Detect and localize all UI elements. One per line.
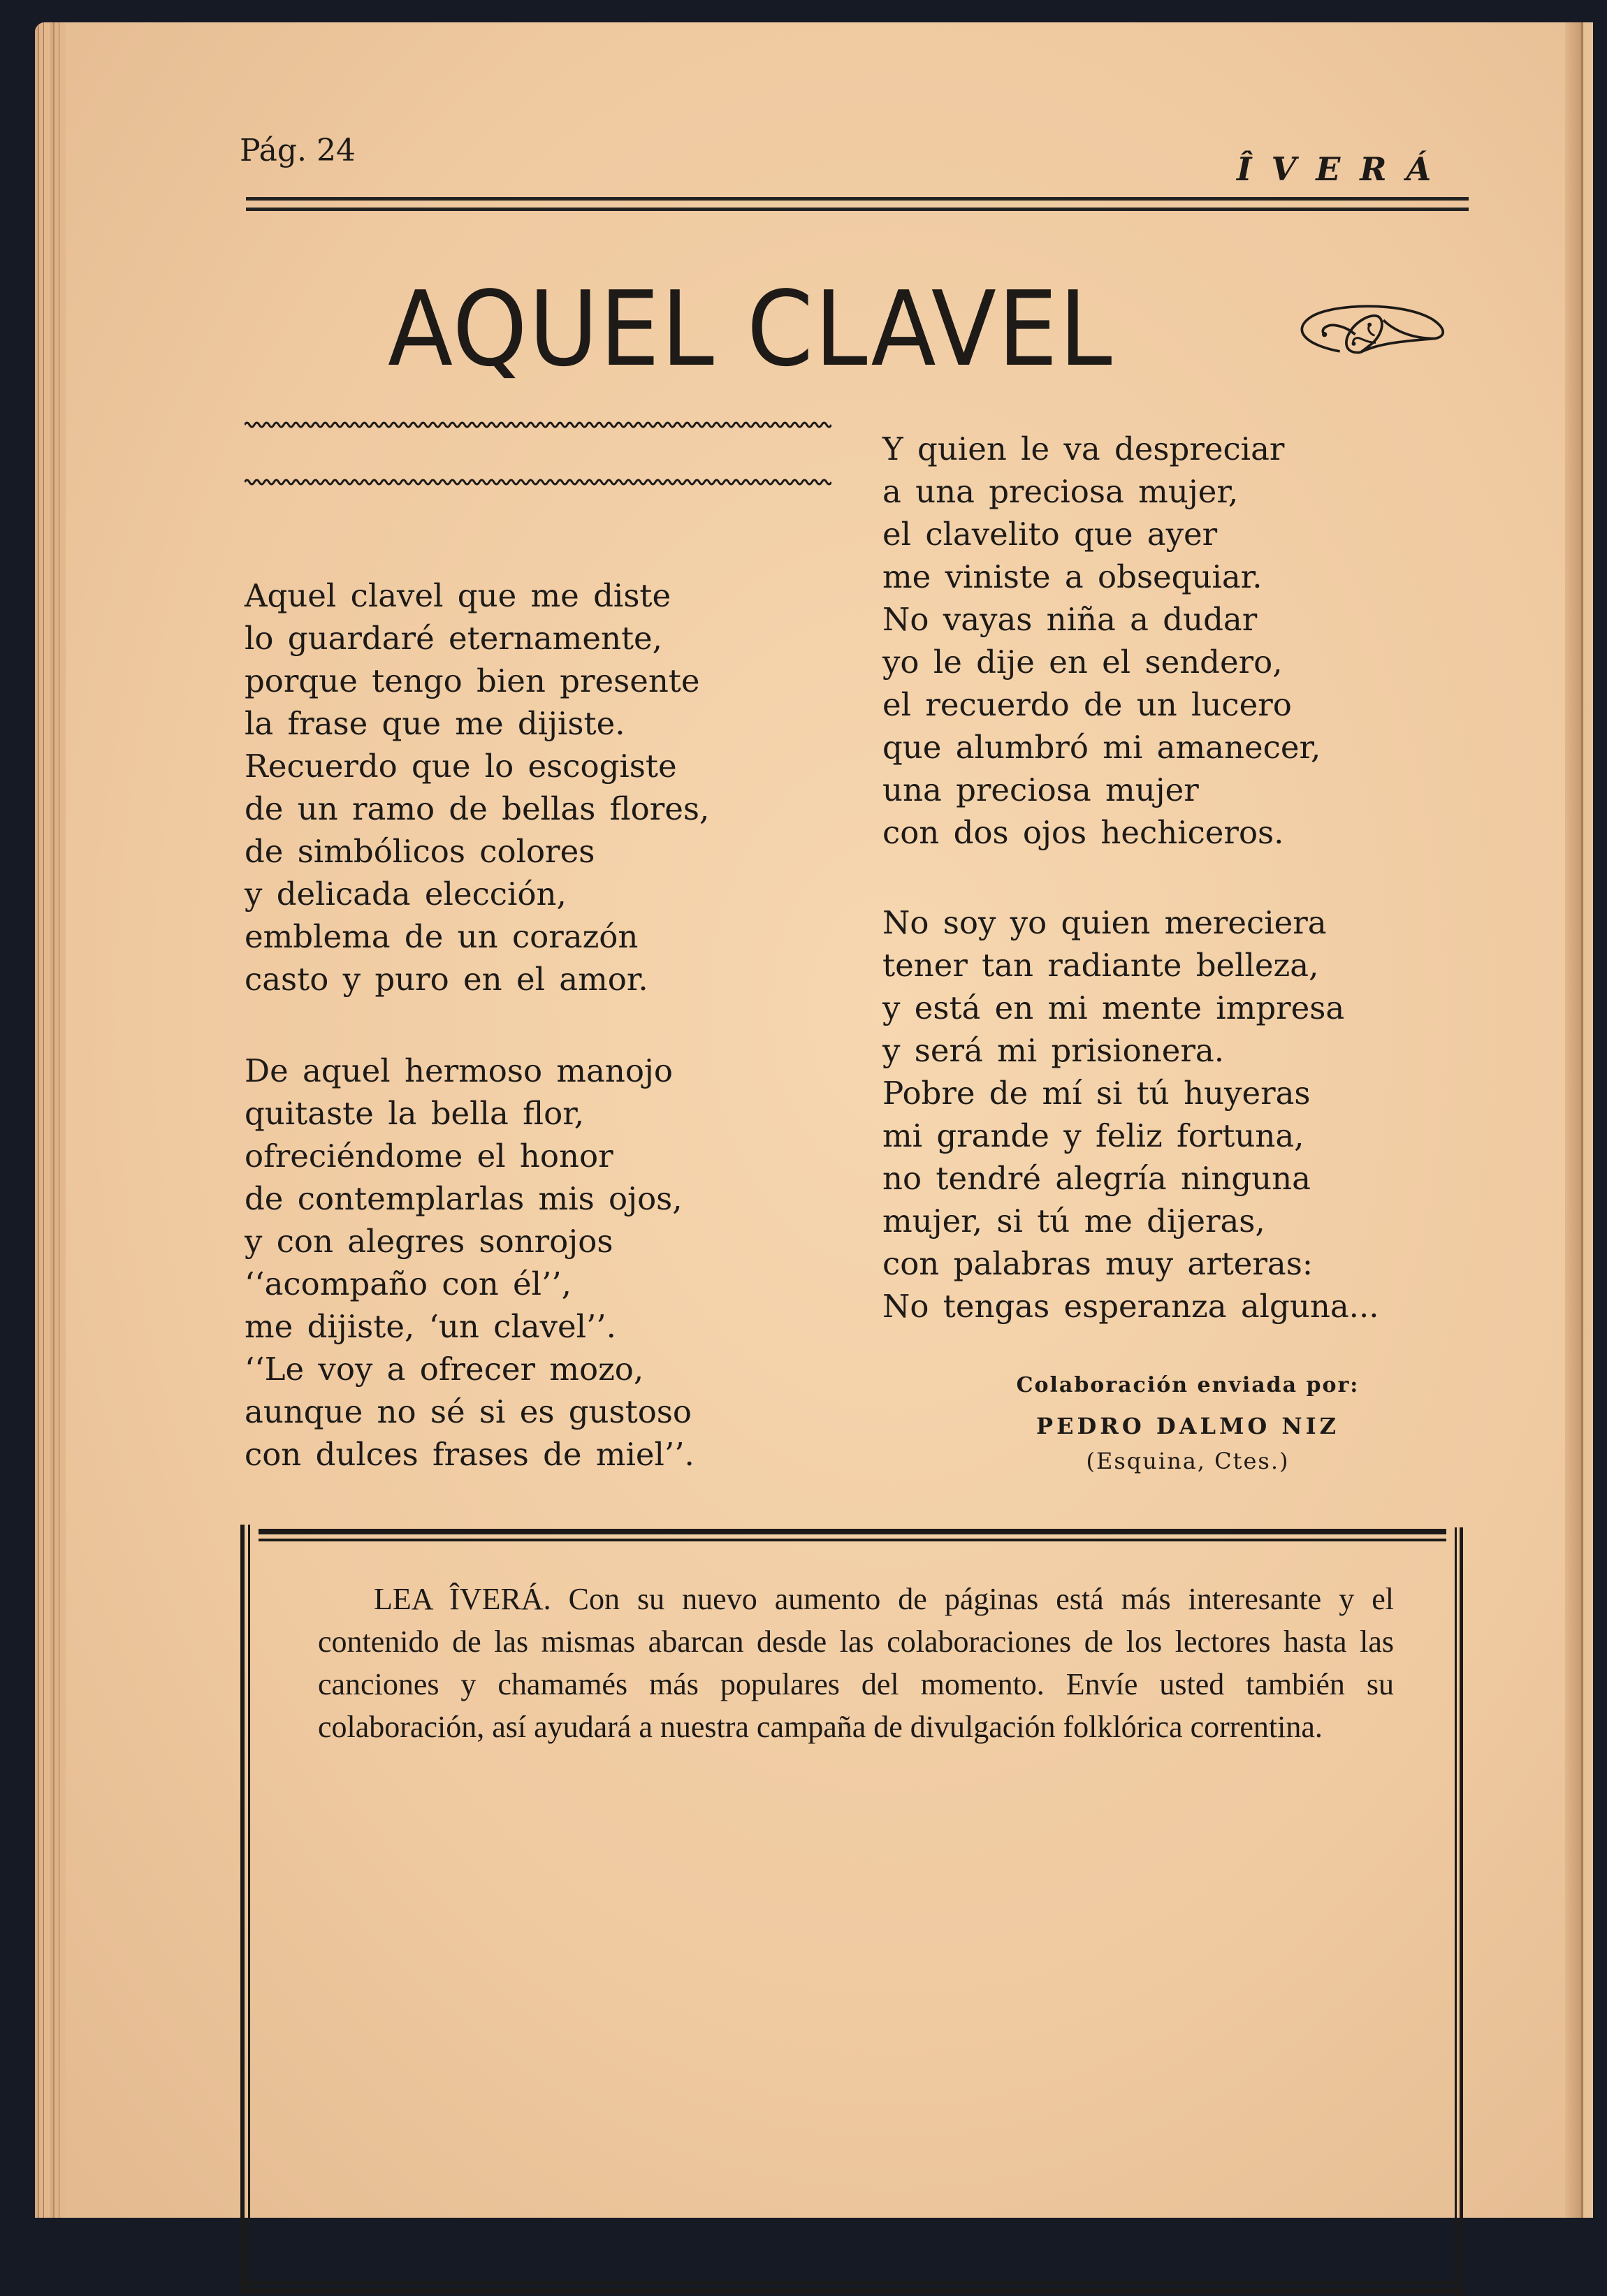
poem-line: con dos ojos hechiceros. [882, 814, 1284, 851]
poem-line: porque tengo bien presente [245, 662, 700, 699]
article-title: AQUEL CLAVEL [388, 269, 1114, 389]
poem-line: mujer, si tú me dijeras, [882, 1203, 1265, 1240]
credit-author: PEDRO DALMO NIZ [1036, 1413, 1339, 1439]
poem-line: el recuerdo de un lucero [882, 686, 1292, 723]
poem-stanza [245, 1049, 695, 1476]
poem-line: De aquel hermoso manojo [245, 1052, 673, 1089]
poem-line: lo guardaré eternamente, [245, 620, 662, 657]
poem-line: no tendré alegría ninguna [882, 1160, 1311, 1197]
poem-line: y delicada elección, [245, 875, 567, 913]
poem-line: me viniste a obsequiar. [882, 558, 1263, 595]
poem-stanza [245, 574, 709, 1001]
poem-line: No vayas niña a dudar [882, 601, 1258, 638]
poem-line: yo le dije en el sendero, [882, 644, 1283, 681]
wavy-divider [245, 418, 831, 432]
poem-line: Y quien le va despreciar [882, 430, 1285, 467]
poem-line: me dijiste, ‘un clavel’’. [245, 1308, 616, 1345]
notice-lead: LEA ÎVERÁ. [374, 1582, 551, 1616]
notice-box-top-rule [259, 1529, 1446, 1541]
flourish-ornament-icon [1270, 293, 1466, 370]
credit-label: Colaboración enviada por: [1016, 1373, 1360, 1397]
poem-line: emblema de un corazón [245, 918, 639, 955]
poem-line: mi grande y feliz fortuna, [882, 1117, 1304, 1154]
poem-line: una preciosa mujer [882, 771, 1199, 808]
poem-line: aunque no sé si es gustoso [245, 1393, 692, 1430]
header-double-rule [246, 197, 1469, 201]
poem-line: y será mi prisionera. [882, 1032, 1225, 1069]
poem-line: con palabras muy arteras: [882, 1245, 1314, 1282]
poem-line: el clavelito que ayer [882, 516, 1218, 553]
poem-line: y con alegres sonrojos [245, 1223, 613, 1260]
poem-line: la frase que me dijiste. [245, 705, 625, 742]
page-fold [1565, 22, 1593, 2218]
notice-body: Con su nuevo aumento de páginas está más interesante y el contenido de las mismas abarcan desde las colaboraciones de los lectores hasta las canciones y chamamés más populares del momento. Envíe usted también su colaboración, así ayudará a nuestra campaña de divulgación folklórica correntina. [318, 1582, 1395, 1744]
poem-line: Pobre de mí si tú huyeras [882, 1075, 1311, 1112]
notice-box-bottom-rule [245, 2281, 1460, 2294]
page-stack-edge [35, 22, 66, 2218]
poem-line: casto y puro en el amor. [245, 961, 648, 998]
poem-line: tener tan radiante belleza, [882, 947, 1319, 984]
notice-box-left-rule [240, 1525, 250, 2293]
poem-line: con dulces frases de miel’’. [245, 1436, 695, 1473]
poem-line: de un ramo de bellas flores, [245, 790, 710, 827]
poem-line: de simbólicos colores [245, 833, 595, 870]
poem-line: No tengas esperanza alguna... [882, 1288, 1379, 1325]
wavy-divider [245, 475, 831, 489]
poem-stanza [882, 901, 1379, 1328]
poem-line: a una preciosa mujer, [882, 473, 1239, 510]
notice-box-right-rule [1455, 1527, 1463, 2296]
notice-text [318, 1578, 1394, 1748]
poem-stanza [882, 428, 1321, 854]
poem-line: y está en mi mente impresa [882, 989, 1345, 1026]
poem-line: ‘‘Le voy a ofrecer mozo, [245, 1351, 644, 1388]
poem-line: Recuerdo que lo escogiste [245, 748, 677, 785]
poem-line: que alumbró mi amanecer, [882, 729, 1321, 766]
poem-line: ofreciéndome el honor [245, 1138, 613, 1175]
poem-line: ‘‘acompaño con él’’, [245, 1265, 572, 1302]
poem-line: de contemplarlas mis ojos, [245, 1180, 683, 1217]
publication-name: ÎVERÁ [1237, 150, 1451, 188]
page-number: Pág. 24 [240, 133, 356, 168]
poem-line: quitaste la bella flor, [245, 1095, 585, 1132]
credit-place: (Esquina, Ctes.) [1086, 1448, 1290, 1474]
poem-line: Aquel clavel que me diste [245, 577, 671, 614]
poem-line: No soy yo quien mereciera [882, 904, 1327, 941]
